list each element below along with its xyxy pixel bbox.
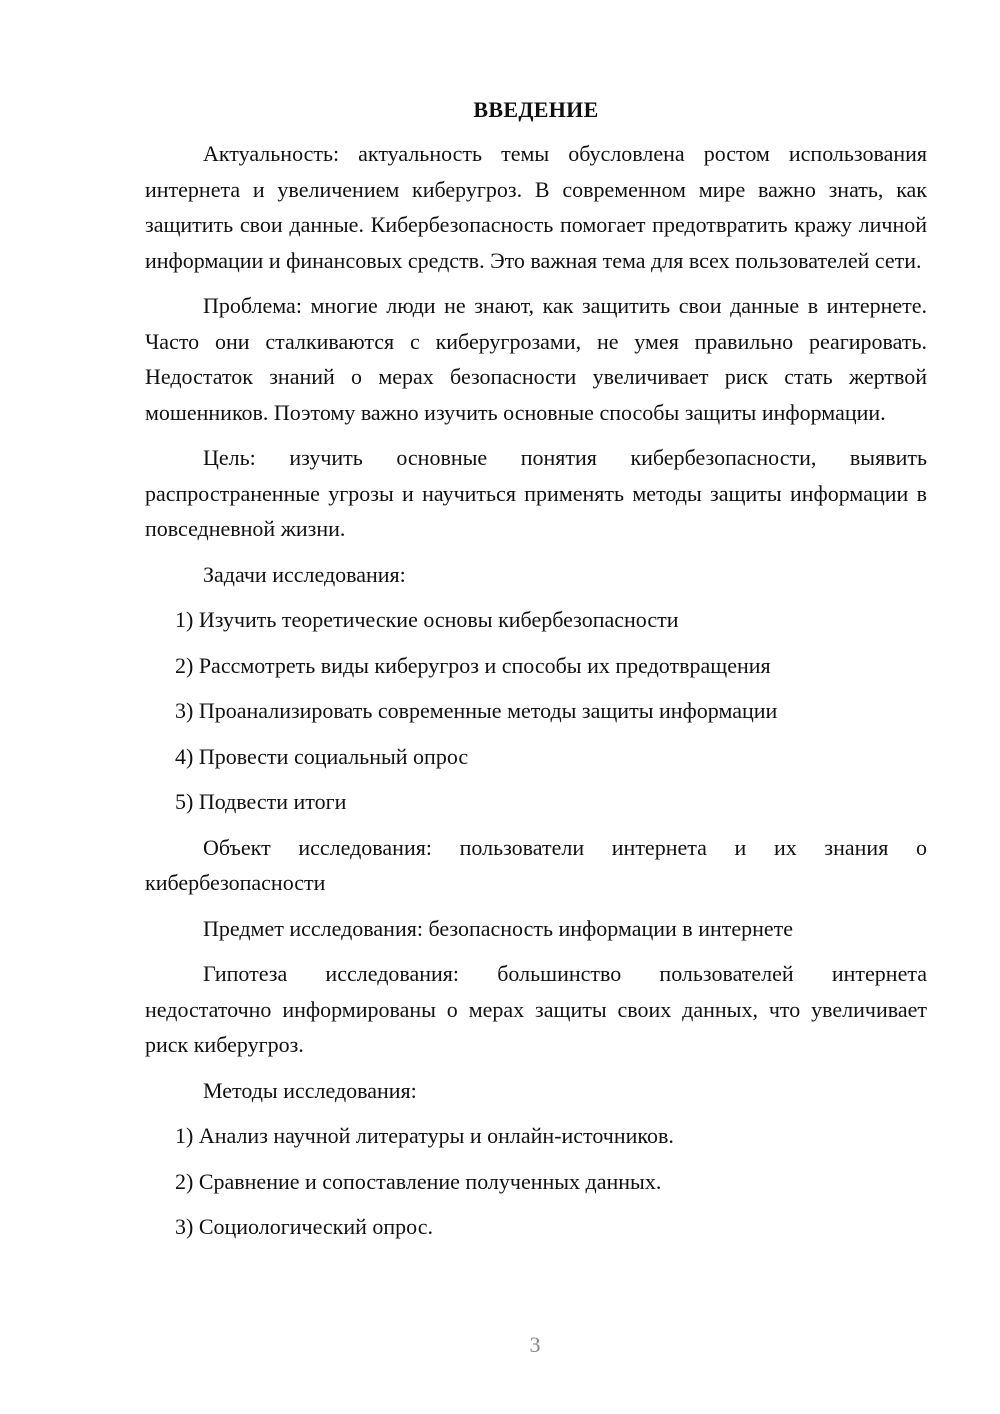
page-number: 3	[529, 1332, 541, 1357]
list-item: 5) Подвести итоги	[175, 789, 347, 814]
page-title: ВВЕДЕНИЕ	[473, 97, 599, 122]
goal-paragraph: Цель: изучить основные понятия кибербезопасности, выявить распространенные угрозы и научиться применять методы защиты информации в повседневной жизни.	[145, 445, 927, 541]
list-item: 2) Рассмотреть виды киберугроз и способы их предотвращения	[175, 652, 771, 678]
tasks-list	[145, 602, 927, 820]
page-content	[145, 92, 927, 1255]
list-item: 2) Сравнение и сопоставление полученных данных.	[175, 1168, 662, 1194]
list-item: 3) Социологический опрос.	[175, 1214, 433, 1239]
list-item: 1) Анализ научной литературы и онлайн-источников.	[175, 1123, 674, 1148]
object-paragraph: Объект исследования: пользователи интернета и их знания о кибербезопасности	[145, 834, 927, 895]
relevance-paragraph: Актуальность: актуальность темы обусловлена ростом использования интернета и увеличением киберугроз. В современном мире важно знать, как защитить свои данные. Кибербезопасность помогает предотвратить кражу личной информации и финансовых средств. Это важная тема для всех пользователей сети.	[145, 141, 927, 273]
hypothesis-paragraph: Гипотеза исследования: большинство пользователей интернета недостаточно информированы о мерах защиты своих данных, что увеличивает риск киберугроз.	[145, 961, 927, 1057]
methods-heading: Методы исследования:	[203, 1077, 417, 1103]
list-item: 3) Проанализировать современные методы защиты информации	[175, 698, 778, 723]
subject-paragraph: Предмет исследования: безопасность информации в интернете	[203, 915, 794, 941]
problem-paragraph: Проблема: многие люди не знают, как защитить свои данные в интернете. Часто они сталкиваются с киберугрозами, не умея правильно реагировать. Недостаток знаний о мерах безопасности увеличивает риск стать жертвой мошенников. Поэтому важно изучить основные способы защиты информации.	[145, 293, 927, 425]
list-item: 4) Провести социальный опрос	[175, 743, 469, 769]
list-item: 1) Изучить теоретические основы кибербезопасности	[175, 607, 679, 632]
methods-list	[145, 1118, 927, 1245]
tasks-heading: Задачи исследования:	[203, 561, 406, 587]
